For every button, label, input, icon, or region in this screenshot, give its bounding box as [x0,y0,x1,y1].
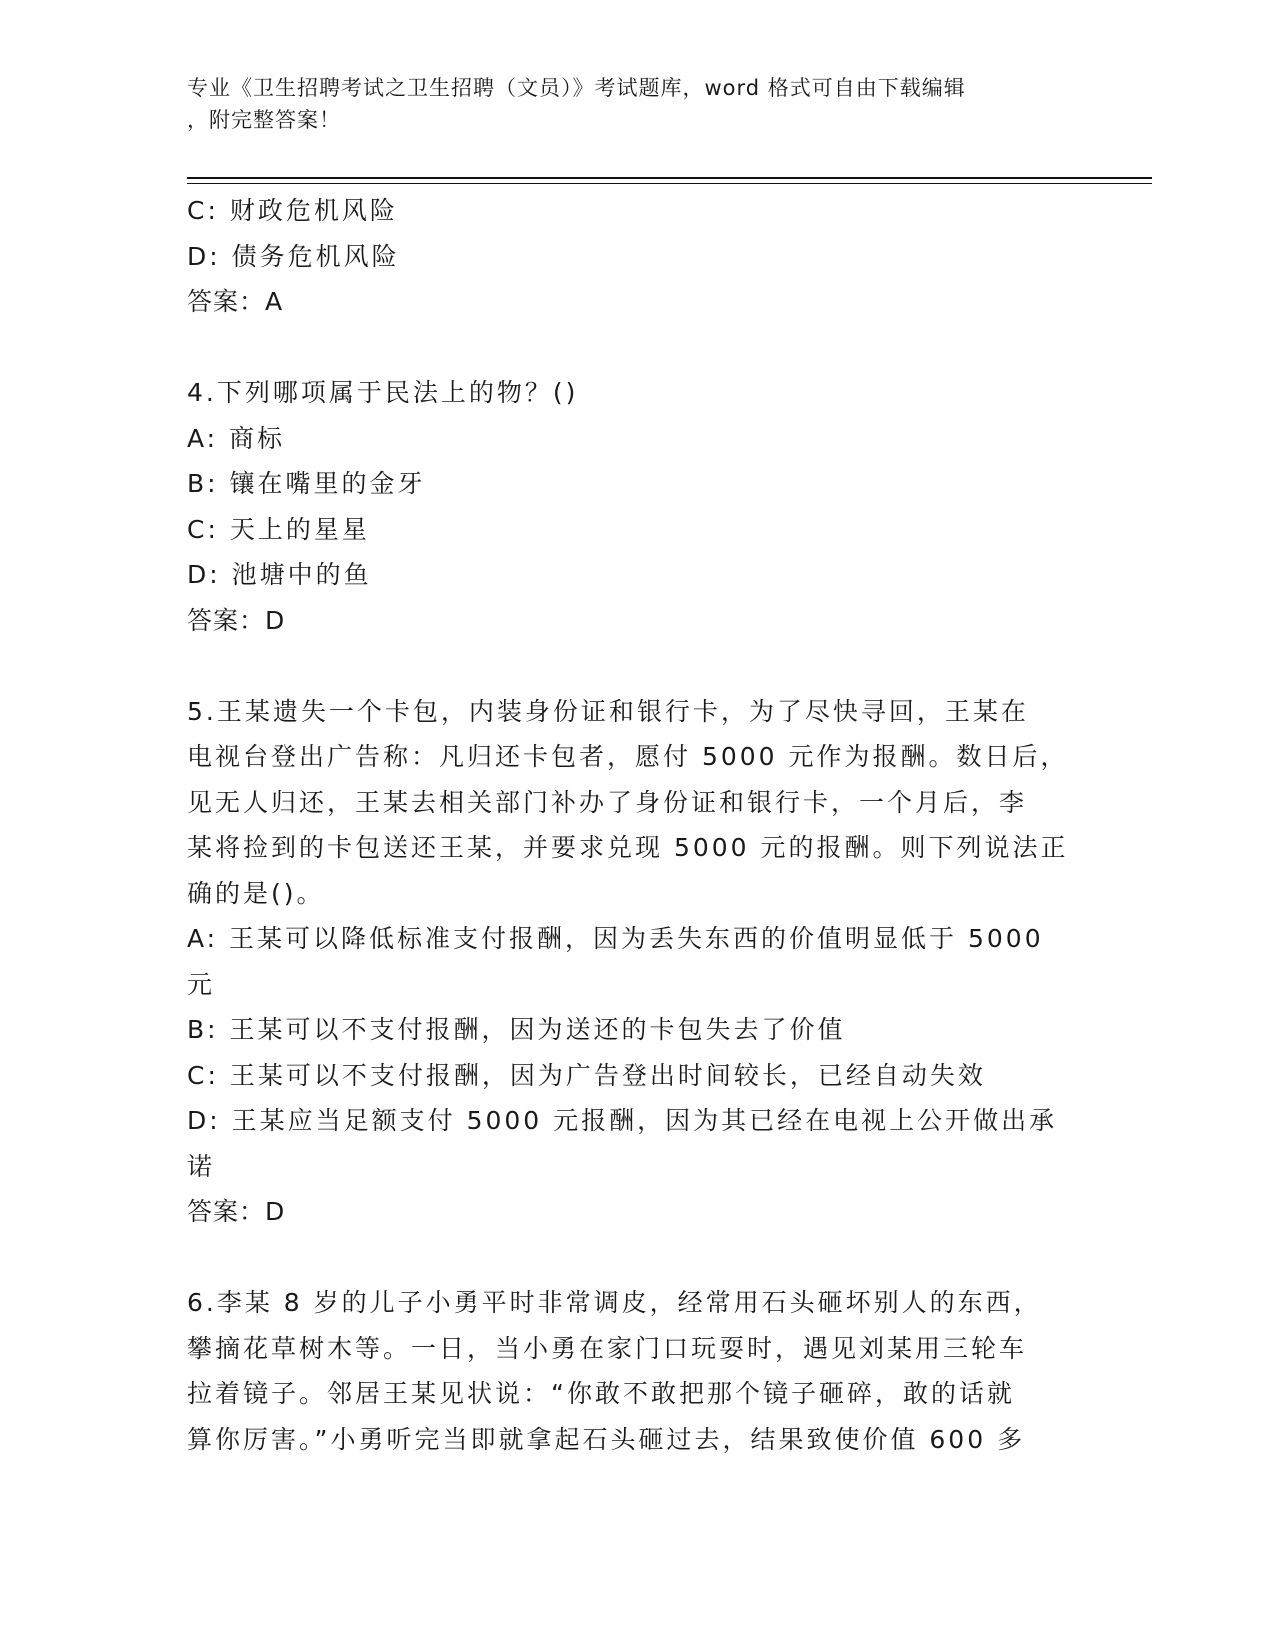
header-divider-thin [187,183,1152,184]
q4-answer: 答案：D [187,605,286,635]
q5-option-a-line: A: 王某可以降低标准支付报酬，因为丢失东西的价值明显低于 5000 [187,924,1044,953]
q6-question-line: 算你厉害。”小勇听完当即就拿起石头砸过去，结果致使价值 600 多 [187,1424,1026,1454]
q5-question-line: 5.王某遗失一个卡包，内装身份证和银行卡，为了尽快寻回，王某在 [187,696,1029,726]
q6-question-line: 攀摘花草树木等。一日，当小勇在家门口玩耍时，遇见刘某用三轮车 [187,1333,1028,1363]
q4-option-d: D: 池塘中的鱼 [187,560,372,589]
header-divider-thick [187,177,1152,179]
q5-option-b: B: 王某可以不支付报酬，因为送还的卡包失去了价值 [187,1015,846,1044]
q3-option-c: C: 财政危机风险 [187,196,398,225]
q5-question-line: 电视台登出广告称：凡归还卡包者，愿付 5000 元作为报酬。数日后， [187,742,1069,771]
q6-question-line: 拉着镜子。邻居王某见状说：“你敢不敢把那个镜子砸碎，敢的话就 [187,1379,1015,1408]
q4-option-b: B: 镶在嘴里的金牙 [187,469,426,498]
q5-option-d-line: 诺 [187,1151,216,1181]
q5-option-d-line: D: 王某应当足额支付 5000 元报酬，因为其已经在电视上公开做出承 [187,1106,1058,1135]
spacer [187,643,1087,689]
document-header [187,72,1067,136]
q5-question-line: 确的是()。 [187,878,325,908]
question-4 [187,370,1087,643]
spacer [187,1235,1087,1281]
header-line-1: 专业《卫生招聘考试之卫生招聘（文员）》考试题库，word 格式可自由下载编辑 [187,76,966,100]
q4-question: 4.下列哪项属于民法上的物？() [187,378,579,407]
q3-option-d: D: 债务危机风险 [187,241,400,271]
q5-answer: 答案：D [187,1197,286,1226]
q6-question-line: 6.李某 8 岁的儿子小勇平时非常调皮，经常用石头砸坏别人的东西， [187,1288,1042,1317]
q5-option-a-line: 元 [187,969,216,999]
question-6 [187,1280,1087,1462]
question-3 [187,188,1087,325]
q3-answer: 答案：A [187,287,284,316]
q5-option-c: C: 王某可以不支付报酬，因为广告登出时间较长，已经自动失效 [187,1060,986,1090]
header-line-2: ，附完整答案！ [187,108,341,132]
q4-option-a: A: 商标 [187,423,286,453]
question-5 [187,689,1087,1235]
q5-question-line: 见无人归还，王某去相关部门补办了身份证和银行卡，一个月后，李 [187,787,1028,817]
q4-option-c: C: 天上的星星 [187,514,370,544]
document-body [187,188,1087,1462]
spacer [187,325,1087,371]
q5-question-line: 某将捡到的卡包送还王某，并要求兑现 5000 元的报酬。则下列说法正 [187,833,1069,862]
